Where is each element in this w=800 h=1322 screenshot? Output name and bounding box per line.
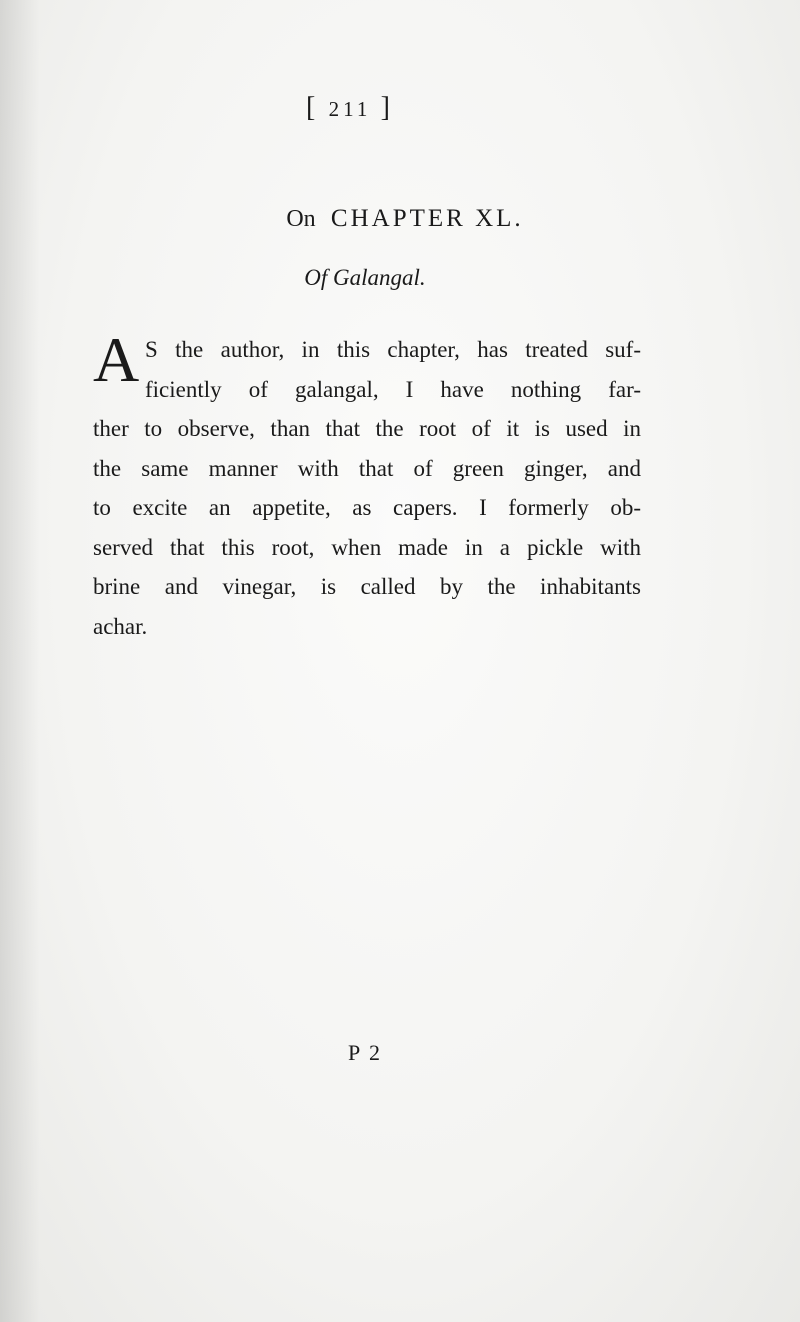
left-bracket: [	[306, 92, 320, 123]
signature-mark: P 2	[348, 1040, 382, 1065]
text-line: achar.	[93, 613, 148, 639]
chapter-heading-title: CHAPTER XL.	[330, 205, 524, 232]
drop-cap: A	[93, 324, 140, 395]
text-line: brine and vinegar, is called by the inhabitants	[93, 574, 641, 599]
chapter-heading-prefix: On	[286, 206, 316, 232]
chapter-subheading: Of Galangal.	[304, 265, 426, 290]
text-line: ficiently of galangal, I have nothing far-	[145, 376, 641, 402]
text-line: served that this root, when made in a pickle with	[93, 534, 641, 560]
chapter-heading	[0, 205, 800, 233]
text-line: to excite an appetite, as capers. I formerly ob-	[93, 495, 641, 520]
page-number	[0, 92, 700, 124]
page-number-value: 211	[328, 97, 372, 121]
text-line: S the author, in this chapter, has treated suf-	[145, 337, 641, 362]
body-paragraph	[93, 324, 641, 646]
text-line: ther to observe, than that the root of it is used in	[93, 416, 641, 441]
text-line: the same manner with that of green ginger, and	[93, 455, 641, 481]
gutter-shadow	[0, 0, 40, 1322]
right-bracket: ]	[380, 92, 394, 123]
